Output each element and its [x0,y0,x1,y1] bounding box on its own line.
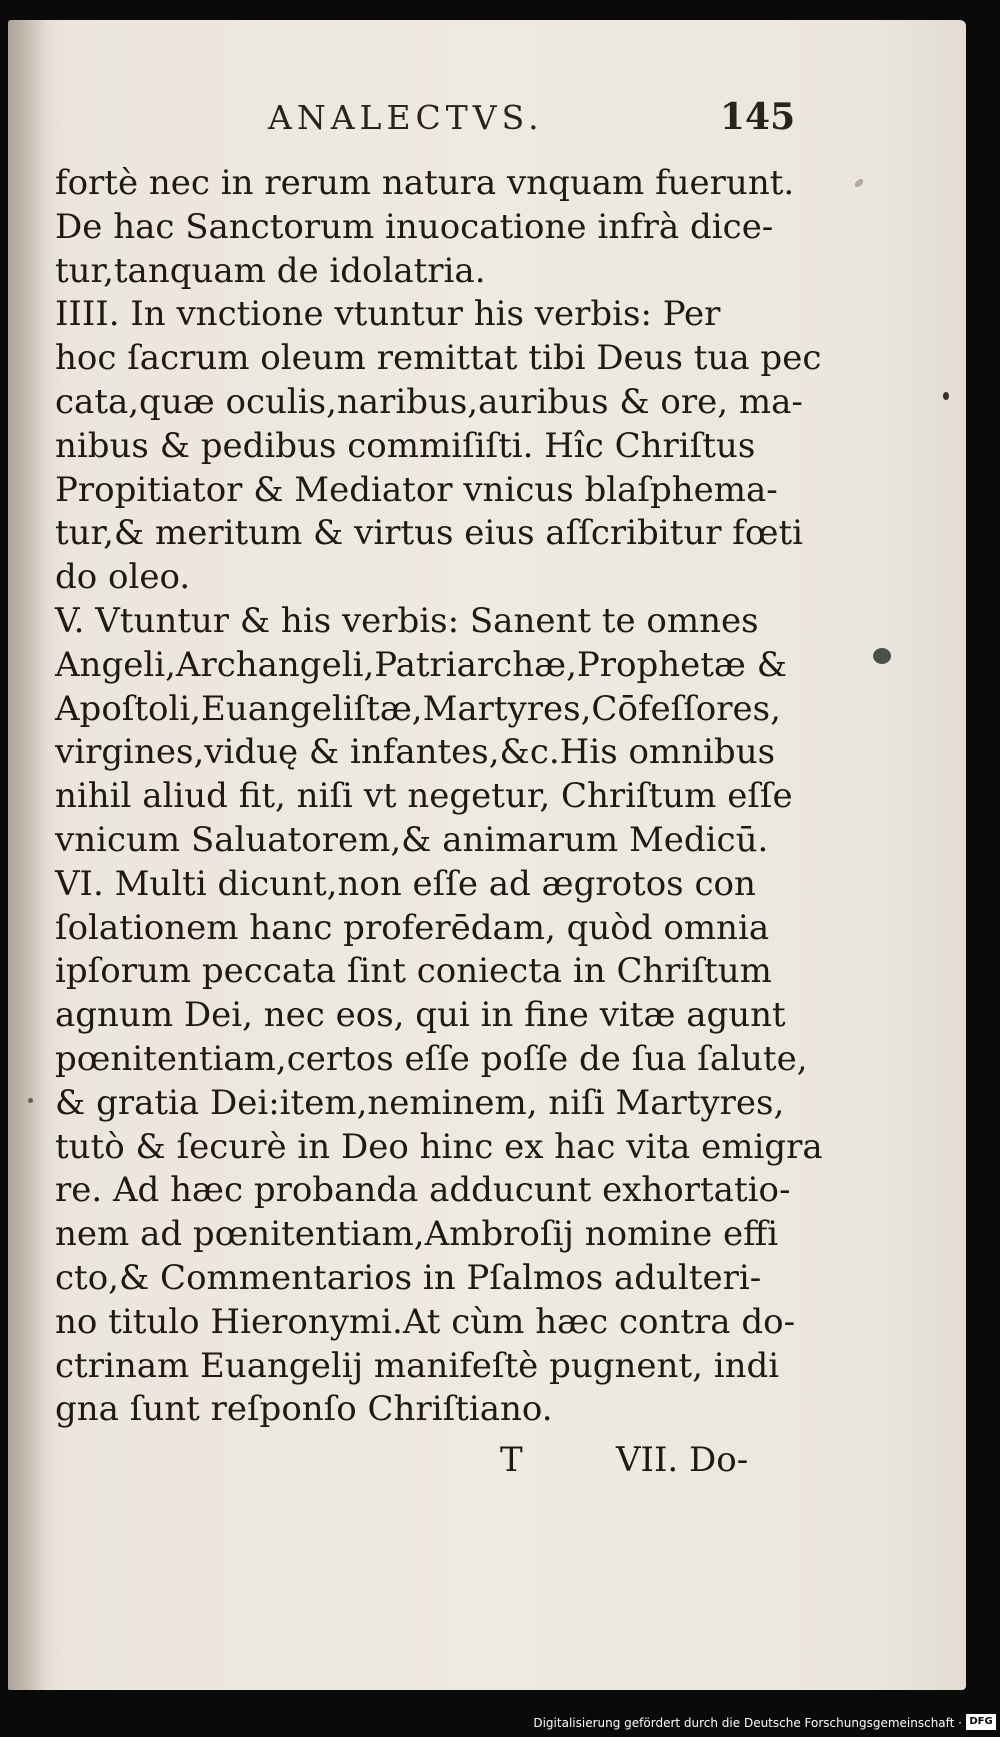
ink-speck [943,392,949,400]
text-line: no titulo Hieronymi.At cùm hæc contra do- [55,1301,796,1342]
text-line: virgines,viduę & infantes,&c.His omnibus [55,732,776,773]
funding-credit: Digitalisierung gefördert durch die Deutsche Forschungsgemeinschaft · [533,1716,962,1730]
running-head [8,98,966,148]
running-title: ANALECTVS. [268,98,544,137]
text-line: & gratia Dei:item,neminem, niſi Martyres, [55,1082,785,1123]
text-line: nem ad pœnitentiam,Ambroſij nomine effi [55,1214,779,1255]
catchword: VII. Do- [616,1440,749,1480]
page-number: 145 [720,96,796,138]
footer-bar [0,1708,1000,1737]
catchline [8,1440,966,1490]
text-line: agnum Dei, nec eos, qui in fine vitæ agunt [55,995,786,1036]
text-line: re. Ad hæc probanda adducunt exhortatio- [55,1170,791,1211]
ink-speck [853,177,865,188]
text-line: do oleo. [55,557,191,598]
text-line: tutò & ſecurè in Deo hinc ex hac vita emigra [55,1126,823,1167]
text-line: tur,& meritum & virtus eius aſſcribitur fœti [55,513,804,554]
text-line: ſolationem hanc proferēdam, quòd omnia [55,907,770,948]
text-line: nibus & pedibus commiſiſti. Hîc Chriſtus [55,425,756,466]
body-text [55,162,823,1432]
text-line: VI. Multi dicunt,non eſſe ad ægrotos con [55,863,756,904]
text-line: fortè nec in rerum natura vnquam fuerunt. [55,163,795,203]
text-line: Apoſtoli,Euangeliſtæ,Martyres,Cōfeſſores, [55,688,781,729]
text-line: tur,tanquam de idolatria. [55,250,486,291]
text-line: hoc ſacrum oleum remittat tibi Deus tua pec [55,338,822,379]
text-line: IIII. In vnctione vtuntur his verbis: Per [55,294,721,335]
text-line: Propitiator & Mediator vnicus blaſphema- [55,469,778,510]
ink-blot [873,648,891,664]
ink-speck [28,1098,33,1103]
text-line: cto,& Commentarios in Pſalmos adulteri- [55,1257,762,1298]
text-line: nihil aliud fit, niſi vt negetur, Chriſtum eſſe [55,776,793,817]
text-line: vnicum Saluatorem,& animarum Medicū. [55,819,769,860]
book-page [8,20,966,1690]
text-line: pœnitentiam,certos eſſe poſſe de ſua ſalute, [55,1038,808,1079]
dfg-logo: DFG [966,1714,996,1730]
signature-mark: T [500,1440,523,1480]
text-line: ctrinam Euangelij manifeſtè pugnent, indi [55,1345,780,1386]
text-line: Angeli,Archangeli,Patriarchæ,Prophetæ & [55,644,787,685]
text-line: V. Vtuntur & his verbis: Sanent te omnes [55,600,759,641]
text-line: De hac Sanctorum inuocatione infrà dice- [55,206,774,247]
text-line: gna ſunt reſponſo Chriſtiano. [55,1389,553,1430]
text-line: ipſorum peccata ſint coniecta in Chriſtum [55,951,772,992]
text-line: cata,quæ oculis,naribus,auribus & ore, ma- [55,381,803,422]
